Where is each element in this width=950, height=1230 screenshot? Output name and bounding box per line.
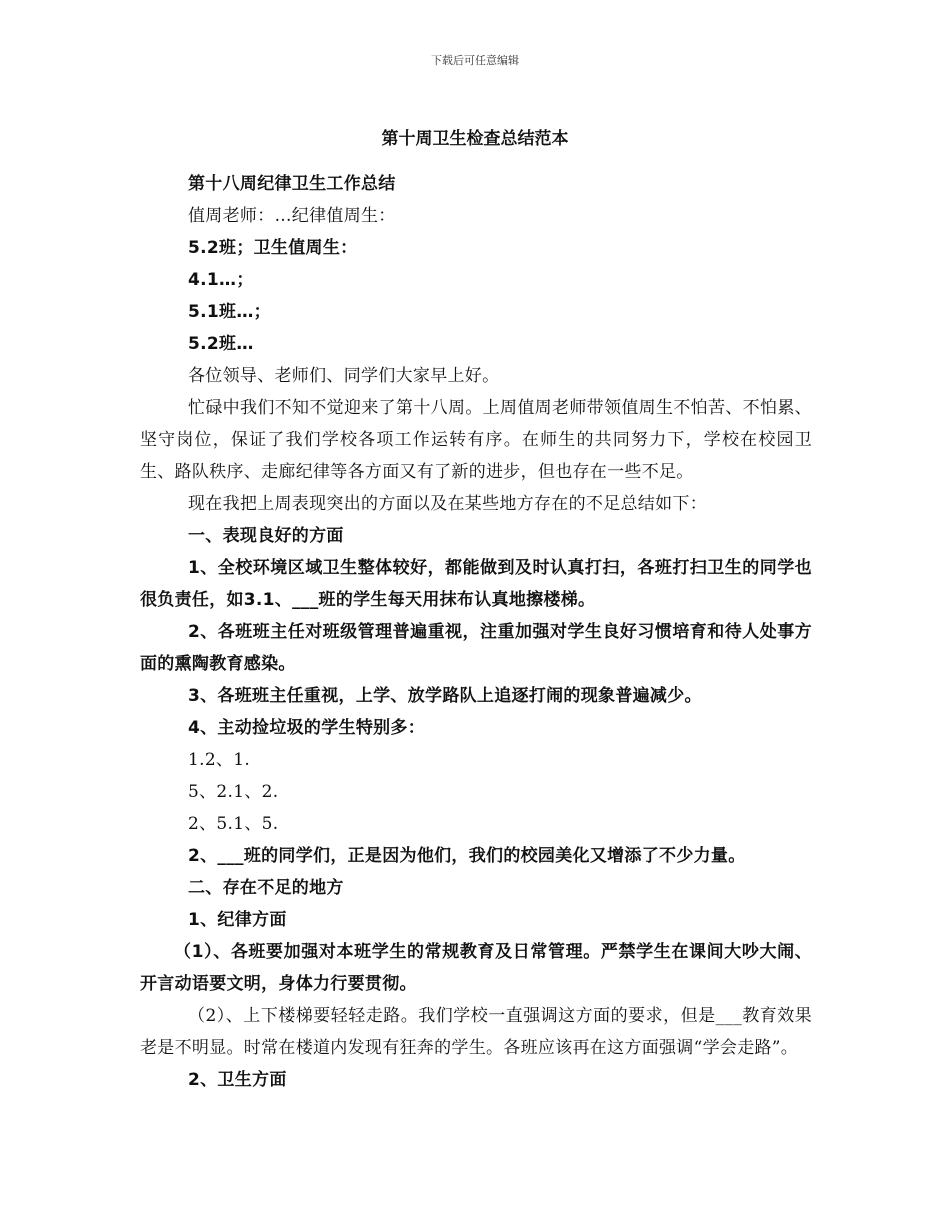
list-item: 2、各班班主任对班级管理普遍重视，注重加强对学生良好习惯培育和待人处事方面的熏陶教育感染。 xyxy=(140,622,812,674)
list-item: 1.2、1. xyxy=(188,750,251,770)
body-paragraph: 现在我把上周表现突出的方面以及在某些地方存在的不足总结如下： xyxy=(188,494,707,514)
list-item: （1）、各班要加强对本班学生的常规教育及日常管理。严禁学生在课间大吵大闹、开言动语要文明，身体力行要贯彻。 xyxy=(140,942,812,994)
list-item: 2、5.1、5. xyxy=(188,814,279,834)
section-heading: 二、存在不足的地方 xyxy=(188,878,344,898)
list-item: 4、主动捡垃圾的学生特别多： xyxy=(188,718,426,738)
list-item: 1、全校环境区域卫生整体较好，都能做到及时认真打扫，各班打扫卫生的同学也很负责任，如3.1、___班的学生每天用抹布认真地擦楼梯。 xyxy=(140,558,812,610)
list-item: 3、各班班主任重视，上学、放学路队上追逐打闹的现象普遍减少。 xyxy=(188,686,702,706)
subsection-heading: 2、卫生方面 xyxy=(188,1070,287,1090)
document-body xyxy=(140,168,812,1096)
body-paragraph: 忙碌中我们不知不觉迎来了第十八周。上周值周老师带领值周生不怕苦、不怕累、坚守岗位，保证了我们学校各项工作运转有序。在师生的共同努力下，学校在校园卫生、路队秩序、走廊纪律等各方面又有了新的进步，但也存在一些不足。 xyxy=(140,398,812,482)
page-header-note: 下载后可任意编辑 xyxy=(431,54,519,67)
duty-class-line: 5.2班… xyxy=(188,334,254,354)
duty-class-line: 4.1…； xyxy=(188,270,254,290)
greeting-paragraph: 各位领导、老师们、同学们大家早上好。 xyxy=(188,366,500,386)
section-heading: 第十八周纪律卫生工作总结 xyxy=(188,174,396,194)
document-title: 第十周卫生检查总结范本 xyxy=(381,129,569,149)
list-item: 5、2.1、2. xyxy=(188,782,279,802)
subsection-heading: 1、纪律方面 xyxy=(188,910,287,930)
duty-class-line: 5.2班；卫生值周生： xyxy=(188,238,358,258)
list-item: （2）、上下楼梯要轻轻走路。我们学校一直强调这方面的要求，但是___教育效果老是不明显。时常在楼道内发现有狂奔的学生。各班应该再在这方面强调“学会走路”。 xyxy=(140,1006,812,1058)
list-item: 2、___班的同学们，正是因为他们，我们的校园美化又增添了不少力量。 xyxy=(188,846,746,866)
duty-class-line: 5.1班…； xyxy=(188,302,271,322)
duty-teacher-line: 值周老师：…纪律值周生： xyxy=(188,206,396,226)
section-heading: 一、表现良好的方面 xyxy=(188,526,344,546)
